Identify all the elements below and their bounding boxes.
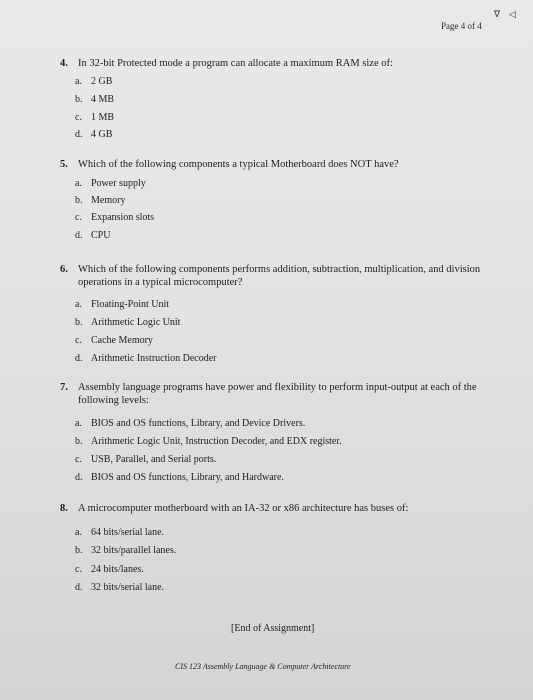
- option-d: d. BIOS and OS functions, Library, and Hardware.: [75, 472, 284, 483]
- question-number: 4.: [60, 58, 68, 69]
- question-number: 5.: [60, 159, 68, 170]
- option-c: c. Expansion slots: [75, 212, 155, 223]
- option-a: a. 2 GB: [75, 76, 113, 87]
- option-a: a. 64 bits/serial lane.: [75, 527, 165, 538]
- question-number: 8.: [60, 503, 68, 514]
- option-d: d. CPU: [75, 230, 111, 241]
- course-footer: CIS 123 Assembly Language & Computer Architecture: [175, 662, 351, 671]
- question-text: A microcomputer motherboard with an IA-32 or x86 architecture has buses of:: [78, 503, 409, 514]
- option-d: d. Arithmetic Instruction Decoder: [75, 353, 217, 364]
- option-a: a. BIOS and OS functions, Library, and Device Drivers.: [75, 418, 306, 429]
- option-b: b. Memory: [75, 195, 126, 206]
- option-b: b. Arithmetic Logic Unit, Instruction Decoder, and EDX register.: [75, 436, 342, 447]
- page-number: Page 4 of 4: [441, 21, 482, 31]
- option-d: d. 4 GB: [75, 129, 113, 140]
- question-6: [60, 263, 490, 364]
- question-number: 6.: [60, 264, 68, 275]
- option-d: d. 32 bits/serial lane.: [75, 582, 165, 593]
- option-b: b. 4 MB: [75, 94, 115, 105]
- question-8: [60, 502, 490, 593]
- option-a: a. Floating-Point Unit: [75, 299, 170, 310]
- option-b: b. Arithmetic Logic Unit: [75, 317, 181, 328]
- option-c: c. 1 MB: [75, 112, 115, 123]
- option-c: c. Cache Memory: [75, 335, 153, 346]
- option-b: b. 32 bits/parallel lanes.: [75, 545, 177, 556]
- question-4: [60, 57, 490, 140]
- question-7: [60, 381, 490, 483]
- option-c: c. USB, Parallel, and Serial ports.: [75, 454, 217, 465]
- question-text: Which of the following components a typical Motherboard does NOT have?: [78, 159, 399, 170]
- question-text: Assembly language programs have power and flexibility to perform input-output at each of the following levels:: [78, 382, 477, 406]
- corner-marks: ∇ ◁: [494, 10, 519, 20]
- question-text: In 32-bit Protected mode a program can allocate a maximum RAM size of:: [78, 58, 393, 69]
- end-of-assignment: [End of Assignment]: [231, 623, 315, 634]
- question-5: [60, 158, 490, 241]
- option-a: a. Power supply: [75, 178, 146, 189]
- question-number: 7.: [60, 382, 68, 393]
- option-c: c. 24 bits/lanes.: [75, 564, 144, 575]
- question-text: Which of the following components performs addition, subtraction, multiplication, and division operations in a typical microcomputer?: [78, 264, 481, 288]
